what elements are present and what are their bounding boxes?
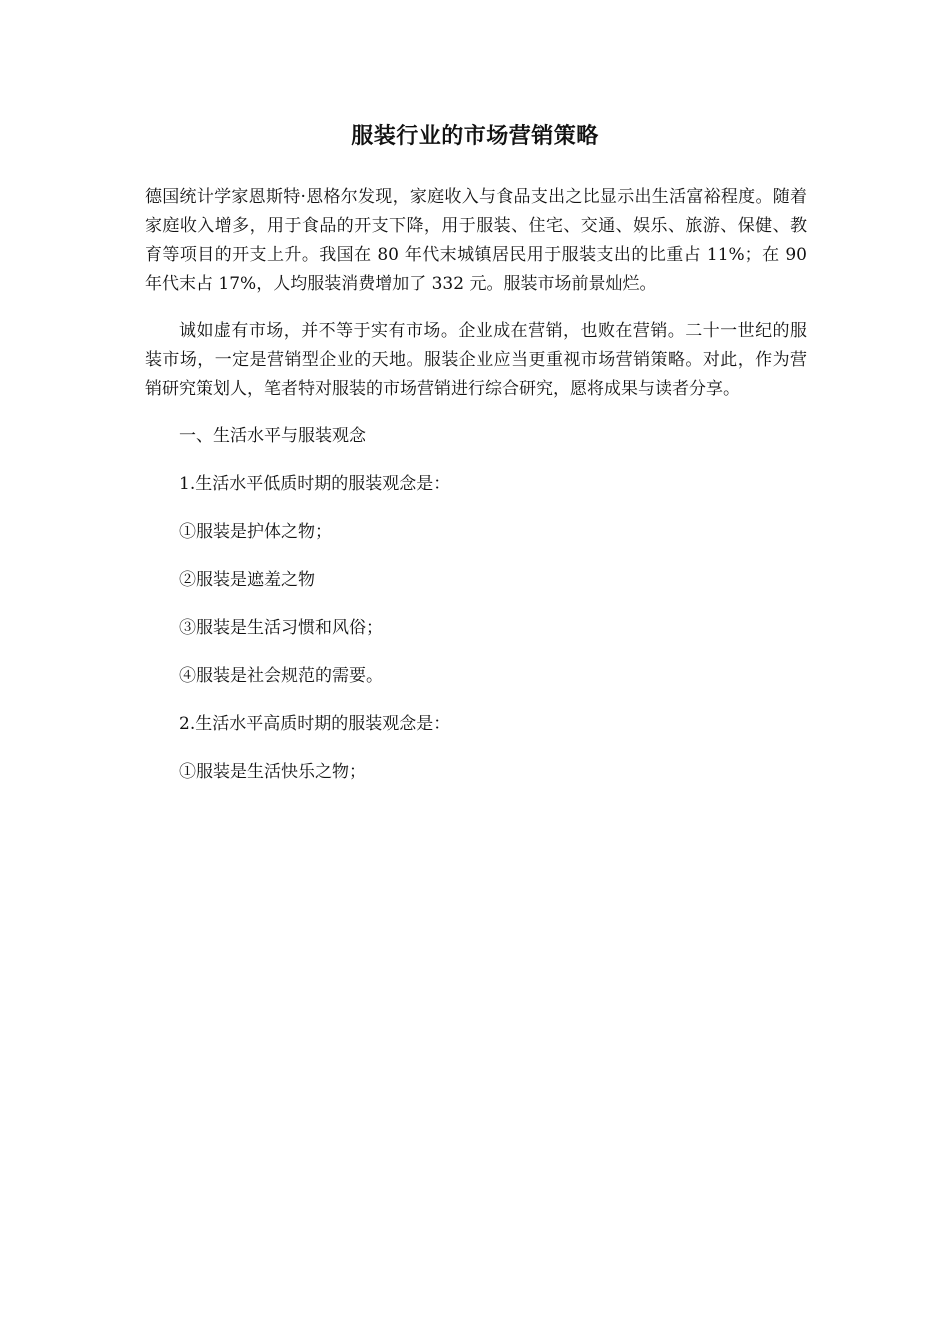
- list-item: ③服装是生活习惯和风俗；: [179, 618, 383, 638]
- subheading-low-quality-period: 1.生活水平低质时期的服装观念是：: [179, 474, 451, 494]
- list-item: ①服装是护体之物；: [179, 522, 332, 542]
- list-item: ④服装是社会规范的需要。: [179, 666, 383, 686]
- document-title: 服装行业的市场营销策略: [351, 124, 599, 149]
- paragraph-engel-law: 德国统计学家恩斯特·恩格尔发现，家庭收入与食品支出之比显示出生活富裕程度。随着家庭收入增多，用于食品的开支下降，用于服装、住宅、交通、娱乐、旅游、保健、教育等项目的开支上升。我国在 80 年代末城镇居民用于服装支出的比重占 11%；在 90 年代末占 17%，人均服装消费增加了 332 元。服装市场前景灿烂。: [145, 187, 807, 294]
- document-body: [145, 183, 807, 806]
- subheading-high-quality-period: 2.生活水平高质时期的服装观念是：: [179, 714, 451, 734]
- section-heading-living-standard: 一、生活水平与服装观念: [179, 426, 366, 446]
- list-item: ②服装是遮羞之物: [179, 570, 315, 590]
- paragraph-marketing-intro: 诚如虚有市场，并不等于实有市场。企业成在营销，也败在营销。二十一世纪的服装市场，一定是营销型企业的天地。服装企业应当更重视市场营销策略。对此，作为营销研究策划人，笔者特对服装的市场营销进行综合研究，愿将成果与读者分享。: [145, 321, 807, 399]
- list-item: ①服装是生活快乐之物；: [179, 762, 366, 782]
